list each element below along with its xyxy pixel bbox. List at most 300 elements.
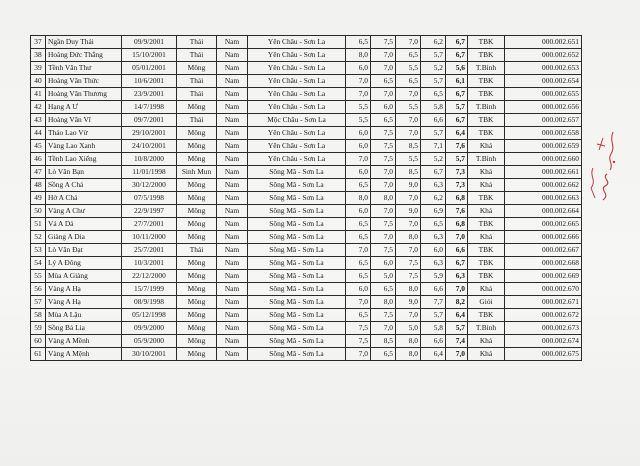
stt-cell: 42 — [31, 101, 46, 114]
dob-cell: 09/7/2001 — [122, 114, 177, 127]
address-cell: Sông Mã - Sơn La — [248, 296, 346, 309]
name-cell: Tềnh Văn Thư — [46, 62, 122, 75]
score-1-cell: 6,5 — [346, 231, 371, 244]
code-cell: 000.002.654 — [505, 75, 582, 88]
score-1-cell: 5,5 — [346, 101, 371, 114]
score-3-cell: 6,5 — [396, 75, 421, 88]
score-4-cell: 6,3 — [421, 231, 446, 244]
handwritten-signature — [583, 128, 623, 208]
dob-cell: 22/12/2000 — [122, 270, 177, 283]
average-cell: 7,0 — [446, 348, 468, 361]
sex-cell: Nam — [217, 75, 248, 88]
average-cell: 5,6 — [446, 62, 468, 75]
score-4-cell: 5,7 — [421, 49, 446, 62]
grade-cell: TBK — [468, 270, 505, 283]
grade-cell: TBK — [468, 192, 505, 205]
sex-cell: Nam — [217, 101, 248, 114]
sex-cell: Nam — [217, 205, 248, 218]
grade-cell: Khá — [468, 231, 505, 244]
table-row — [31, 153, 582, 166]
average-cell: 8,2 — [446, 296, 468, 309]
score-4-cell: 5,2 — [421, 62, 446, 75]
score-3-cell: 8,0 — [396, 283, 421, 296]
score-1-cell: 6,0 — [346, 127, 371, 140]
sex-cell: Nam — [217, 114, 248, 127]
dob-cell: 09/9/2000 — [122, 322, 177, 335]
sex-cell: Nam — [217, 49, 248, 62]
address-cell: Mộc Châu - Sơn La — [248, 114, 346, 127]
ethnicity-cell: Mông — [177, 101, 217, 114]
code-cell: 000.002.673 — [505, 322, 582, 335]
address-cell: Yên Châu - Sơn La — [248, 140, 346, 153]
address-cell: Sông Mã - Sơn La — [248, 283, 346, 296]
grade-cell: TBK — [468, 114, 505, 127]
stt-cell: 39 — [31, 62, 46, 75]
score-4-cell: 5,7 — [421, 75, 446, 88]
average-cell: 7,4 — [446, 335, 468, 348]
table-row — [31, 179, 582, 192]
code-cell: 000.002.661 — [505, 166, 582, 179]
score-1-cell: 5,5 — [346, 114, 371, 127]
ethnicity-cell: Mông — [177, 127, 217, 140]
score-1-cell: 7,0 — [346, 244, 371, 257]
dob-cell: 10/6/2001 — [122, 75, 177, 88]
sex-cell: Nam — [217, 309, 248, 322]
code-cell: 000.002.656 — [505, 101, 582, 114]
ethnicity-cell: Mông — [177, 205, 217, 218]
dob-cell: 30/12/2000 — [122, 179, 177, 192]
dob-cell: 05/9/2000 — [122, 335, 177, 348]
name-cell: Thảo Lao Vừ — [46, 127, 122, 140]
score-2-cell: 6,5 — [371, 348, 396, 361]
address-cell: Sông Mã - Sơn La — [248, 309, 346, 322]
average-cell: 7,6 — [446, 205, 468, 218]
stt-cell: 46 — [31, 153, 46, 166]
score-4-cell: 6,9 — [421, 205, 446, 218]
address-cell: Yên Châu - Sơn La — [248, 88, 346, 101]
stt-cell: 43 — [31, 114, 46, 127]
stt-cell: 47 — [31, 166, 46, 179]
score-2-cell: 7,0 — [371, 205, 396, 218]
score-2-cell: 6,0 — [371, 101, 396, 114]
grade-cell: TBK — [468, 244, 505, 257]
score-3-cell: 8,0 — [396, 348, 421, 361]
average-cell: 7,0 — [446, 231, 468, 244]
table-row — [31, 101, 582, 114]
average-cell: 6,3 — [446, 270, 468, 283]
ethnicity-cell: Mông — [177, 179, 217, 192]
score-3-cell: 7,5 — [396, 270, 421, 283]
code-cell: 000.002.664 — [505, 205, 582, 218]
name-cell: Giàng A Dia — [46, 231, 122, 244]
table-row — [31, 62, 582, 75]
grade-cell: Khá — [468, 283, 505, 296]
grade-cell: TBK — [468, 127, 505, 140]
sex-cell: Nam — [217, 270, 248, 283]
grade-cell: TBK — [468, 49, 505, 62]
score-3-cell: 5,0 — [396, 322, 421, 335]
dob-cell: 05/12/1998 — [122, 309, 177, 322]
sex-cell: Nam — [217, 166, 248, 179]
stt-cell: 57 — [31, 296, 46, 309]
score-4-cell: 7,1 — [421, 140, 446, 153]
score-3-cell: 7,0 — [396, 192, 421, 205]
dob-cell: 15/10/2001 — [122, 49, 177, 62]
student-results-table — [30, 35, 582, 361]
score-1-cell: 6,0 — [346, 62, 371, 75]
code-cell: 000.002.651 — [505, 36, 582, 49]
average-cell: 6,7 — [446, 88, 468, 101]
score-2-cell: 8,0 — [371, 296, 396, 309]
table-row — [31, 218, 582, 231]
stt-cell: 52 — [31, 231, 46, 244]
score-2-cell: 7,5 — [371, 153, 396, 166]
score-2-cell: 8,5 — [371, 335, 396, 348]
dob-cell: 24/10/2001 — [122, 140, 177, 153]
stt-cell: 49 — [31, 192, 46, 205]
name-cell: Vàng A Hạ — [46, 296, 122, 309]
grade-cell: TBK — [468, 257, 505, 270]
grade-cell: Khá — [468, 205, 505, 218]
name-cell: Hoàng Đức Thắng — [46, 49, 122, 62]
score-1-cell: 7,0 — [346, 153, 371, 166]
stt-cell: 40 — [31, 75, 46, 88]
average-cell: 7,3 — [446, 166, 468, 179]
stt-cell: 51 — [31, 218, 46, 231]
dob-cell: 07/5/1998 — [122, 192, 177, 205]
ethnicity-cell: Mông — [177, 348, 217, 361]
table-row — [31, 244, 582, 257]
score-3-cell: 7,0 — [396, 88, 421, 101]
table-row — [31, 231, 582, 244]
ethnicity-cell: Mông — [177, 296, 217, 309]
grade-cell: Khá — [468, 348, 505, 361]
score-3-cell: 7,0 — [396, 218, 421, 231]
average-cell: 6,4 — [446, 309, 468, 322]
grade-cell: TBK — [468, 75, 505, 88]
score-4-cell: 5,9 — [421, 270, 446, 283]
score-1-cell: 6,5 — [346, 36, 371, 49]
sex-cell: Nam — [217, 140, 248, 153]
score-4-cell: 7,7 — [421, 296, 446, 309]
address-cell: Sông Mã - Sơn La — [248, 244, 346, 257]
grade-cell: TBK — [468, 36, 505, 49]
name-cell: Sồng Bả Lia — [46, 322, 122, 335]
sex-cell: Nam — [217, 36, 248, 49]
address-cell: Sông Mã - Sơn La — [248, 192, 346, 205]
address-cell: Yên Châu - Sơn La — [248, 127, 346, 140]
table-row — [31, 114, 582, 127]
grade-cell: T.Bình — [468, 62, 505, 75]
dob-cell: 11/01/1998 — [122, 166, 177, 179]
name-cell: Lò Văn Đạt — [46, 244, 122, 257]
code-cell: 000.002.658 — [505, 127, 582, 140]
ethnicity-cell: Mông — [177, 335, 217, 348]
sex-cell: Nam — [217, 296, 248, 309]
code-cell: 000.002.667 — [505, 244, 582, 257]
address-cell: Sông Mã - Sơn La — [248, 270, 346, 283]
dob-cell: 27/7/2001 — [122, 218, 177, 231]
table-row — [31, 166, 582, 179]
average-cell: 5,7 — [446, 322, 468, 335]
score-1-cell: 6,5 — [346, 270, 371, 283]
average-cell: 6,4 — [446, 127, 468, 140]
code-cell: 000.002.663 — [505, 192, 582, 205]
score-2-cell: 7,0 — [371, 231, 396, 244]
average-cell: 5,7 — [446, 153, 468, 166]
score-4-cell: 6,6 — [421, 114, 446, 127]
table-row — [31, 257, 582, 270]
score-2-cell: 7,5 — [371, 36, 396, 49]
dob-cell: 14/7/1998 — [122, 101, 177, 114]
address-cell: Sông Mã - Sơn La — [248, 348, 346, 361]
code-cell: 000.002.653 — [505, 62, 582, 75]
code-cell: 000.002.674 — [505, 335, 582, 348]
code-cell: 000.002.670 — [505, 283, 582, 296]
address-cell: Sông Mã - Sơn La — [248, 218, 346, 231]
stt-cell: 44 — [31, 127, 46, 140]
stt-cell: 41 — [31, 88, 46, 101]
score-2-cell: 7,0 — [371, 179, 396, 192]
dob-cell: 10/11/2000 — [122, 231, 177, 244]
table-row — [31, 49, 582, 62]
score-4-cell: 5,8 — [421, 322, 446, 335]
ethnicity-cell: Mông — [177, 218, 217, 231]
score-4-cell: 5,2 — [421, 153, 446, 166]
code-cell: 000.002.671 — [505, 296, 582, 309]
sex-cell: Nam — [217, 192, 248, 205]
score-4-cell: 5,7 — [421, 309, 446, 322]
table-row — [31, 335, 582, 348]
score-2-cell: 6,5 — [371, 283, 396, 296]
ethnicity-cell: Mông — [177, 140, 217, 153]
name-cell: Hoàng Văn Vĩ — [46, 114, 122, 127]
ethnicity-cell: Thái — [177, 49, 217, 62]
sex-cell: Nam — [217, 322, 248, 335]
score-3-cell: 8,5 — [396, 140, 421, 153]
average-cell: 7,6 — [446, 140, 468, 153]
address-cell: Yên Châu - Sơn La — [248, 62, 346, 75]
score-3-cell: 9,0 — [396, 179, 421, 192]
name-cell: Hoàng Văn Thức — [46, 75, 122, 88]
code-cell: 000.002.668 — [505, 257, 582, 270]
score-4-cell: 6,6 — [421, 283, 446, 296]
score-3-cell: 7,0 — [396, 309, 421, 322]
ethnicity-cell: Mông — [177, 270, 217, 283]
table-row — [31, 75, 582, 88]
stt-cell: 60 — [31, 335, 46, 348]
address-cell: Sông Mã - Sơn La — [248, 335, 346, 348]
table-row — [31, 322, 582, 335]
dob-cell: 23/9/2001 — [122, 88, 177, 101]
sex-cell: Nam — [217, 348, 248, 361]
score-1-cell: 7,0 — [346, 296, 371, 309]
stt-cell: 37 — [31, 36, 46, 49]
score-3-cell: 8,0 — [396, 335, 421, 348]
sex-cell: Nam — [217, 127, 248, 140]
name-cell: Mùa A Lậu — [46, 309, 122, 322]
score-4-cell: 6,0 — [421, 244, 446, 257]
stt-cell: 48 — [31, 179, 46, 192]
grade-cell: TBK — [468, 309, 505, 322]
ethnicity-cell: Mông — [177, 192, 217, 205]
sex-cell: Nam — [217, 88, 248, 101]
score-3-cell: 7,0 — [396, 114, 421, 127]
score-1-cell: 7,0 — [346, 88, 371, 101]
sex-cell: Nam — [217, 283, 248, 296]
ethnicity-cell: Thái — [177, 36, 217, 49]
table-row — [31, 140, 582, 153]
stt-cell: 55 — [31, 270, 46, 283]
score-1-cell: 6,0 — [346, 283, 371, 296]
score-3-cell: 9,0 — [396, 205, 421, 218]
code-cell: 000.002.659 — [505, 140, 582, 153]
grade-cell: Khá — [468, 179, 505, 192]
code-cell: 000.002.652 — [505, 49, 582, 62]
grade-cell: Khá — [468, 166, 505, 179]
average-cell: 6,8 — [446, 192, 468, 205]
address-cell: Sông Mã - Sơn La — [248, 166, 346, 179]
code-cell: 000.002.657 — [505, 114, 582, 127]
name-cell: Ngần Duy Thái — [46, 36, 122, 49]
score-4-cell: 6,5 — [421, 218, 446, 231]
average-cell: 5,7 — [446, 101, 468, 114]
score-4-cell: 6,2 — [421, 192, 446, 205]
score-4-cell: 6,3 — [421, 179, 446, 192]
score-2-cell: 7,5 — [371, 127, 396, 140]
ethnicity-cell: Mông — [177, 231, 217, 244]
average-cell: 6,7 — [446, 114, 468, 127]
sex-cell: Nam — [217, 62, 248, 75]
name-cell: Sồng A Chả — [46, 179, 122, 192]
grade-cell: T.Bình — [468, 322, 505, 335]
dob-cell: 30/10/2001 — [122, 348, 177, 361]
table-row — [31, 205, 582, 218]
score-1-cell: 6,5 — [346, 309, 371, 322]
score-1-cell: 6,5 — [346, 179, 371, 192]
name-cell: Lý A Đông — [46, 257, 122, 270]
dob-cell: 22/9/1997 — [122, 205, 177, 218]
dob-cell: 05/01/2001 — [122, 62, 177, 75]
score-3-cell: 5,5 — [396, 153, 421, 166]
grade-cell: Khá — [468, 335, 505, 348]
average-cell: 6,7 — [446, 49, 468, 62]
table-row — [31, 296, 582, 309]
address-cell: Sông Mã - Sơn La — [248, 179, 346, 192]
code-cell: 000.002.665 — [505, 218, 582, 231]
code-cell: 000.002.666 — [505, 231, 582, 244]
score-3-cell: 7,5 — [396, 257, 421, 270]
stt-cell: 50 — [31, 205, 46, 218]
name-cell: Vàng A Mệnh — [46, 348, 122, 361]
sex-cell: Nam — [217, 257, 248, 270]
address-cell: Sông Mã - Sơn La — [248, 205, 346, 218]
score-1-cell: 7,5 — [346, 335, 371, 348]
score-1-cell: 6,5 — [346, 257, 371, 270]
name-cell: Lò Văn Bạn — [46, 166, 122, 179]
name-cell: Hờ A Chả — [46, 192, 122, 205]
score-1-cell: 7,5 — [346, 322, 371, 335]
table-row — [31, 309, 582, 322]
stt-cell: 54 — [31, 257, 46, 270]
address-cell: Yên Châu - Sơn La — [248, 75, 346, 88]
score-3-cell: 8,5 — [396, 166, 421, 179]
dob-cell: 10/3/2001 — [122, 257, 177, 270]
score-4-cell: 6,2 — [421, 36, 446, 49]
average-cell: 6,7 — [446, 257, 468, 270]
code-cell: 000.002.672 — [505, 309, 582, 322]
score-3-cell: 9,0 — [396, 296, 421, 309]
score-3-cell: 5,5 — [396, 62, 421, 75]
grade-cell: TBK — [468, 218, 505, 231]
dob-cell: 08/9/1998 — [122, 296, 177, 309]
score-2-cell: 7,0 — [371, 62, 396, 75]
ethnicity-cell: Mông — [177, 257, 217, 270]
ethnicity-cell: Thái — [177, 244, 217, 257]
table-row — [31, 270, 582, 283]
score-4-cell: 5,8 — [421, 101, 446, 114]
average-cell: 6,6 — [446, 244, 468, 257]
score-2-cell: 7,5 — [371, 218, 396, 231]
score-1-cell: 6,0 — [346, 166, 371, 179]
stt-cell: 56 — [31, 283, 46, 296]
grade-cell: T.Bình — [468, 153, 505, 166]
stt-cell: 45 — [31, 140, 46, 153]
score-4-cell: 6,7 — [421, 166, 446, 179]
name-cell: Vàng A Chư — [46, 205, 122, 218]
sex-cell: Nam — [217, 218, 248, 231]
table-body — [31, 36, 582, 361]
average-cell: 7,3 — [446, 179, 468, 192]
score-2-cell: 8,0 — [371, 192, 396, 205]
code-cell: 000.002.655 — [505, 88, 582, 101]
score-3-cell: 8,0 — [396, 231, 421, 244]
score-2-cell: 7,0 — [371, 49, 396, 62]
stt-cell: 58 — [31, 309, 46, 322]
score-2-cell: 6,5 — [371, 114, 396, 127]
score-2-cell: 6,5 — [371, 75, 396, 88]
ethnicity-cell: Mông — [177, 153, 217, 166]
dob-cell: 29/10/2001 — [122, 127, 177, 140]
name-cell: Hạng A Ư — [46, 101, 122, 114]
average-cell: 6,1 — [446, 75, 468, 88]
name-cell: Vàng A Mềnh — [46, 335, 122, 348]
address-cell: Yên Châu - Sơn La — [248, 36, 346, 49]
score-1-cell: 6,0 — [346, 140, 371, 153]
ethnicity-cell: Mông — [177, 62, 217, 75]
name-cell: Vàng A Hạ — [46, 283, 122, 296]
stt-cell: 59 — [31, 322, 46, 335]
score-4-cell: 6,3 — [421, 257, 446, 270]
code-cell: 000.002.662 — [505, 179, 582, 192]
sex-cell: Nam — [217, 179, 248, 192]
score-1-cell: 7,0 — [346, 348, 371, 361]
stt-cell: 38 — [31, 49, 46, 62]
score-4-cell: 6,4 — [421, 348, 446, 361]
score-1-cell: 6,0 — [346, 205, 371, 218]
score-1-cell: 8,0 — [346, 49, 371, 62]
name-cell: Hoàng Văn Thương — [46, 88, 122, 101]
score-1-cell: 7,0 — [346, 75, 371, 88]
ethnicity-cell: Thái — [177, 75, 217, 88]
name-cell: Vá A Dả — [46, 218, 122, 231]
table-row — [31, 88, 582, 101]
dob-cell: 25/7/2001 — [122, 244, 177, 257]
grade-cell: Khá — [468, 140, 505, 153]
address-cell: Sông Mã - Sơn La — [248, 257, 346, 270]
score-2-cell: 7,0 — [371, 322, 396, 335]
score-1-cell: 6,5 — [346, 218, 371, 231]
